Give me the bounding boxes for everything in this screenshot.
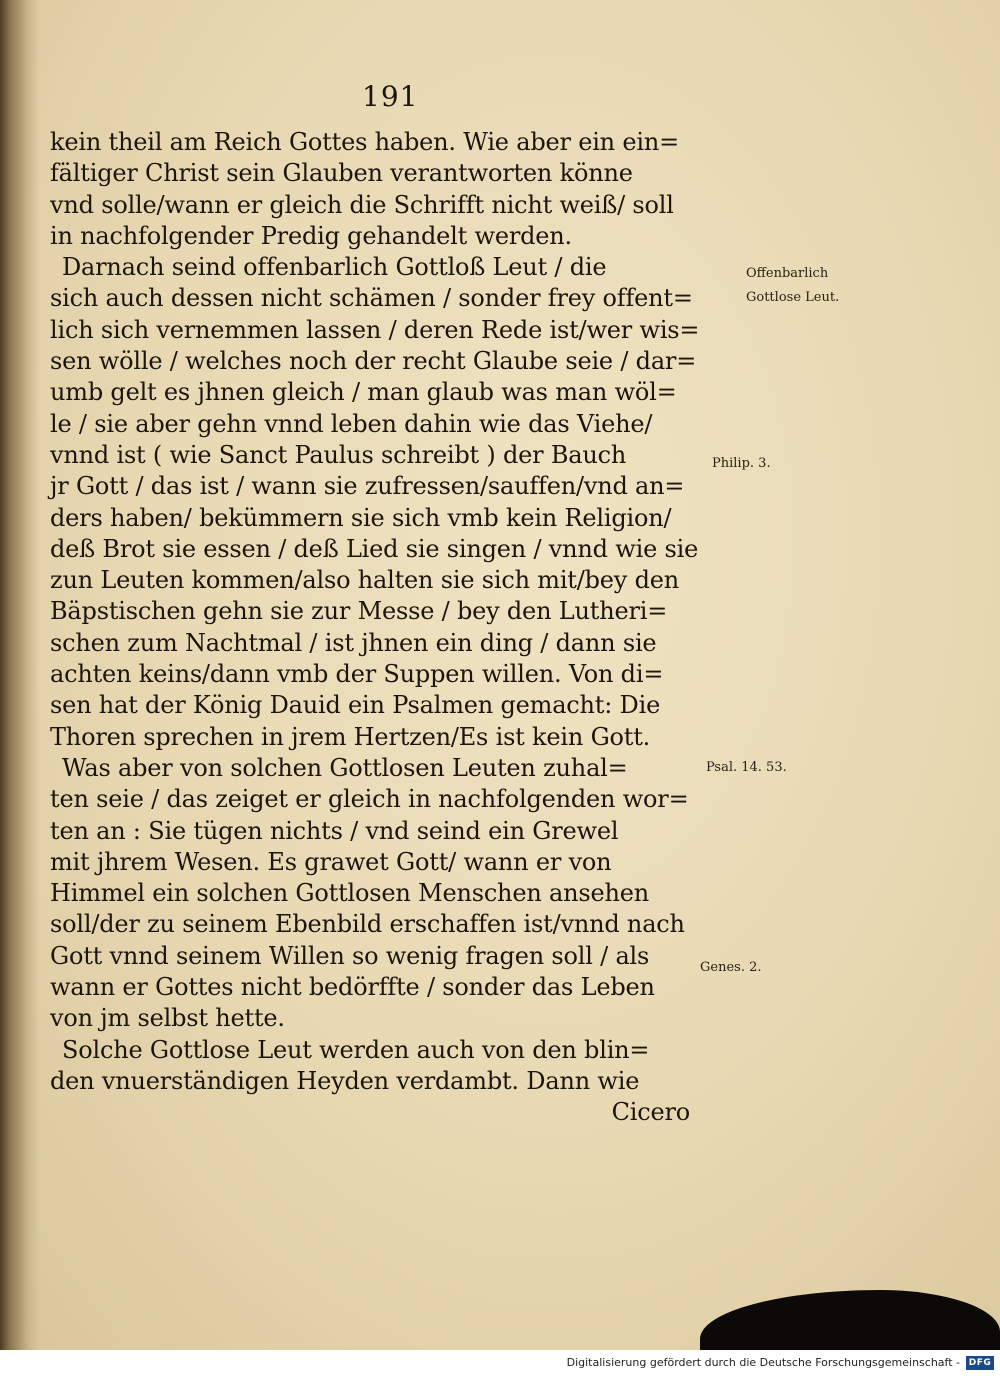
text-line: schen zum Nachtmal / ist jhnen ein ding / dann sie (50, 628, 657, 657)
text-line: Solche Gottlose Leut werden auch von den blin= (62, 1035, 650, 1064)
text-line: von jm selbst hette. (50, 1004, 285, 1033)
digitization-footer (0, 1350, 1000, 1376)
catchword: Cicero (611, 1098, 690, 1127)
funding-credit: Digitalisierung gefördert durch die Deutsche Forschungsgemeinschaft - (566, 1356, 960, 1369)
text-line: in nachfolgender Predig gehandelt werden. (50, 221, 572, 250)
page-number: 191 (362, 80, 419, 113)
text-line: Thoren sprechen in jrem Hertzen/Es ist kein Gott. (50, 722, 651, 751)
text-line: wann er Gottes nicht bedörffte / sonder das Leben (50, 973, 655, 1002)
margin-note: Philip. 3. (712, 456, 771, 471)
text-line: ten seie / das zeiget er gleich in nachfolgenden wor= (50, 785, 689, 814)
text-line: Himmel ein solchen Gottlosen Menschen ansehen (50, 879, 650, 908)
text-line: umb gelt es jhnen gleich / man glaub was man wöl= (50, 378, 677, 407)
text-line: soll/der zu seinem Ebenbild erschaffen ist/vnnd nach (50, 910, 685, 939)
text-line: le / sie aber gehn vnnd leben dahin wie das Viehe/ (50, 409, 653, 438)
text-line: Was aber von solchen Gottlosen Leuten zuhal= (62, 753, 628, 782)
margin-note: Genes. 2. (700, 960, 762, 975)
text-line: mit jhrem Wesen. Es grawet Gott/ wann er von (50, 847, 612, 876)
main-text-block (50, 127, 730, 1129)
margin-note: Psal. 14. 53. (706, 760, 787, 775)
text-line: vnnd ist ( wie Sanct Paulus schreibt ) der Bauch (50, 440, 627, 469)
text-line: zun Leuten kommen/also halten sie sich mit/bey den (50, 566, 680, 595)
text-line: kein theil am Reich Gottes haben. Wie aber ein ein= (50, 128, 680, 156)
text-line: deß Brot sie essen / deß Lied sie singen / vnnd wie sie (50, 534, 699, 563)
text-line: jr Gott / das ist / wann sie zufressen/sauffen/vnd an= (50, 472, 685, 501)
text-line: sich auch dessen nicht schämen / sonder frey offent= (50, 284, 693, 313)
text-line: achten keins/dann vmb der Suppen willen. Von di= (50, 660, 664, 689)
dfg-logo: DFG (966, 1356, 994, 1370)
margin-note: Offenbarlich (746, 266, 829, 281)
margin-note: Gottlose Leut. (746, 290, 840, 305)
text-line: ders haben/ bekümmern sie sich vmb kein Religion/ (50, 503, 672, 532)
text-line: fältiger Christ sein Glauben verantworten könne (50, 159, 633, 188)
text-line: sen hat der König Dauid ein Psalmen gemacht: Die (50, 691, 661, 720)
text-line: vnd solle/wann er gleich die Schrifft nicht weiß/ soll (50, 190, 674, 219)
page-gutter-shadow (0, 0, 40, 1350)
text-line: den vnuerständigen Heyden verdambt. Dann wie (50, 1066, 640, 1095)
text-line: Darnach seind offenbarlich Gottloß Leut / die (62, 253, 607, 282)
text-line: Bäpstischen gehn sie zur Messe / bey den Lutheri= (50, 597, 668, 626)
text-line: lich sich vernemmen lassen / deren Rede ist/wer wis= (50, 315, 700, 344)
text-line: Gott vnnd seinem Willen so wenig fragen soll / als (50, 941, 650, 970)
text-line: ten an : Sie tügen nichts / vnd seind ein Grewel (50, 816, 619, 845)
text-line: sen wölle / welches noch der recht Glaube seie / dar= (50, 347, 697, 376)
